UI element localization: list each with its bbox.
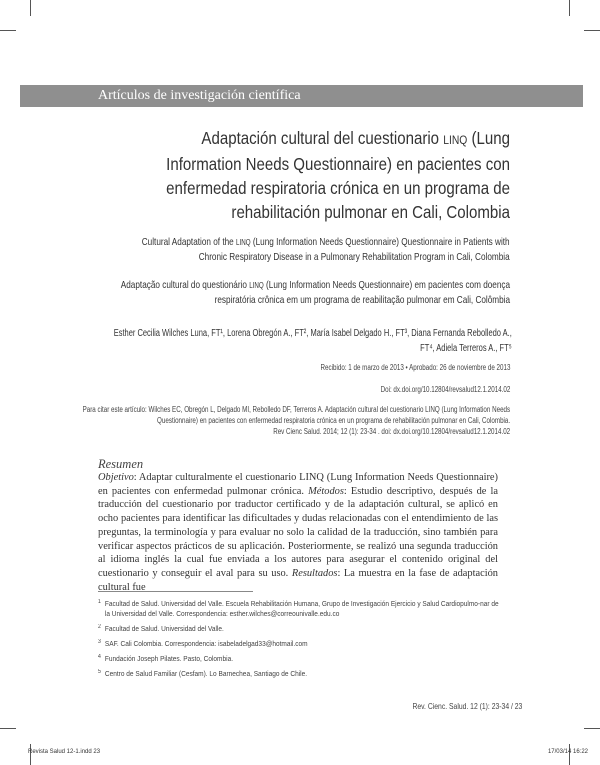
- portuguese-title-text: (Lung Information Needs Questionnaire) em pacientes com doença: [263, 279, 510, 291]
- doi: Doi: dx.doi.org/10.12804/revsalud12.1.2014.02: [380, 385, 510, 394]
- portuguese-title-abbr: LINQ: [249, 281, 264, 290]
- authors-line: Esther Cecilia Wilches Luna, FT¹, Lorena Obregón A., FT², María Isabel Delgado H., FT³, Diana Fernanda Rebolledo A.,: [113, 328, 512, 339]
- english-title: [142, 235, 510, 265]
- authors: [114, 326, 512, 356]
- footnote: [98, 599, 500, 619]
- resumen-label: Resultados: [291, 567, 338, 579]
- english-title-abbr: LINQ: [236, 238, 251, 247]
- footnote-text: Fundación Joseph Pilates. Pasto, Colombia.: [104, 654, 234, 663]
- resumen-label: Métodos: [308, 485, 344, 497]
- footnote: [98, 669, 500, 679]
- title-abbr: LINQ: [443, 133, 468, 147]
- crop-mark: [0, 728, 16, 729]
- page-footer: Rev. Cienc. Salud. 12 (1): 23-34 / 23: [412, 701, 522, 711]
- crop-mark: [569, 0, 570, 16]
- received-dates: Recibido: 1 de marzo de 2013 • Aprobado: 26 de noviembre de 2013: [320, 363, 510, 372]
- footnote-number: 2: [98, 624, 101, 630]
- footnote-text: Facultad de Salud. Universidad del Valle. Escuela Rehabilitación Humana, Grupo de Investigación Ejercicio y Salud Cardiopulmo-nar de la Universidad del Valle. Correspondencia: esther.wilches@correounivalle.edu.co: [104, 599, 499, 618]
- footnote-text: Centro de Salud Familiar (Cesfam). Lo Barnechea, Santiago de Chile.: [104, 669, 308, 678]
- footnotes: [98, 599, 528, 684]
- footnote: [98, 639, 500, 649]
- article-title: [132, 126, 510, 224]
- citation-line: Para citar este artículo: Wilches EC, Obregón L, Delgado MI, Rebolledo DF, Terreros A. Adaptación cultural del cuestionario LINQ (Lung Information Needs: [82, 405, 510, 414]
- footnote-number: 5: [98, 669, 101, 675]
- footnote-number: 3: [98, 639, 101, 645]
- english-title-line: Chronic Respiratory Disease in a Pulmonary Rehabilitation Program in Cali, Colombia: [199, 251, 511, 263]
- english-title-text: Cultural Adaptation of the: [142, 236, 237, 248]
- footnote-divider: [98, 591, 253, 592]
- portuguese-title: [121, 278, 510, 308]
- footnote-text: SAF. Cali Colombia. Correspondencia: isabeladelgad33@hotmail.com: [104, 639, 308, 648]
- english-title-text: (Lung Information Needs Questionnaire) Questionnaire in Patients with: [250, 236, 510, 248]
- footnote: [98, 654, 500, 664]
- footnote-number: 1: [98, 599, 101, 605]
- title-text: Adaptación cultural del cuestionario: [201, 128, 444, 148]
- crop-mark: [584, 30, 600, 31]
- resumen-text: : La muestra en la fase de adaptación cultural fue: [98, 567, 499, 593]
- section-header: Artículos de investigación científica: [20, 85, 583, 107]
- resumen-text: : Adaptar culturalmente el cuestionario LINQ (Lung Information Needs Questionnaire) en pacientes con enfermedad pulmonar crónica.: [98, 472, 498, 497]
- resumen-text: : Estudio descriptivo, después de la traducción del cuestionario por traductor certificado y de la adaptación cultural, se aplicó en ocho pacientes para identificar las dificultades y dudas relacionadas con el entendimiento de las preguntas, la terminología y para evaluar no solo la calidad de la traducción, sino también para verificar aspectos prácticos de su aplicación. Posteriormente, se realizó una segunda traducción al idioma inglés la cual fue enviada a los autores para asegurar el contenido original del cuestionario y conseguir el aval para su uso.: [98, 485, 498, 579]
- footnote-number: 4: [98, 654, 101, 660]
- citation-line: Questionnaire) en pacientes con enfermedad respiratoria crónica en un programa de rehabilitación pulmonar en Cali, Colombia.: [156, 416, 510, 425]
- crop-mark: [30, 0, 31, 16]
- footnote-text: Facultad de Salud. Universidad del Valle.: [104, 624, 224, 633]
- print-slug-file: Revista Salud 12-1.indd 23: [28, 749, 101, 755]
- crop-mark: [584, 728, 600, 729]
- title-text: (Lung Information Needs Questionnaire) en pacientes con enfermedad respiratoria crónica en un programa de rehabilitación pulmonar en Cali, Colombia: [166, 128, 510, 222]
- print-slug-date: 17/03/14 16:22: [547, 749, 588, 755]
- portuguese-title-line: respiratória crônica em um programa de reabilitação pulmonar em Cali, Colômbia: [214, 294, 510, 306]
- resumen-body: [98, 471, 498, 594]
- resumen-heading: Resumen: [98, 457, 144, 471]
- citation-line: Rev Cienc Salud. 2014; 12 (1): 23-34 . doi: dx.doi.org/10.12804/revsalud12.1.2014.02: [273, 427, 510, 436]
- authors-line: FT⁴, Adiela Terreros A., FT⁵: [420, 343, 512, 354]
- portuguese-title-text: Adaptação cultural do questionário: [120, 279, 250, 291]
- crop-mark: [0, 30, 16, 31]
- resumen-label: Objetivo: [98, 472, 134, 483]
- citation: [82, 404, 510, 437]
- footnote: [98, 624, 500, 634]
